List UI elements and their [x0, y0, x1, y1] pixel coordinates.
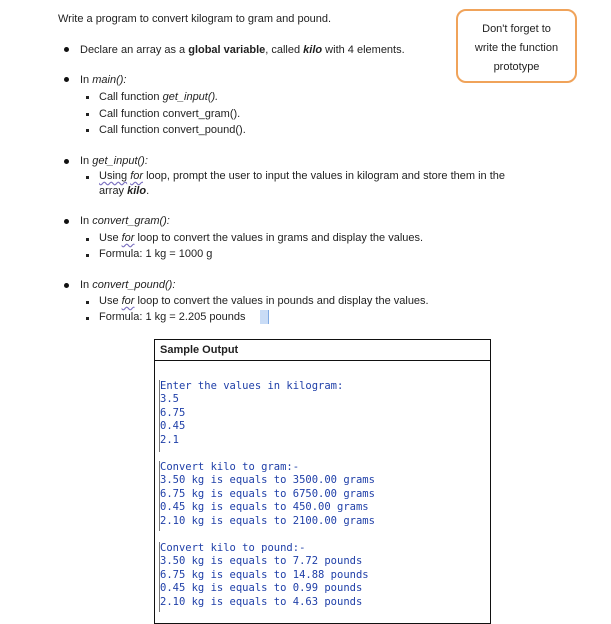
output-line: Convert kilo to pound:- — [160, 542, 306, 554]
declare-instruction: Declare an array as a global variable, called kilo with 4 elements. — [80, 44, 405, 56]
convert-pound-item-2: Formula: 1 kg = 2.205 pounds — [99, 311, 246, 323]
get-input-heading: In get_input(): — [80, 155, 148, 167]
prototype-reminder-callout — [456, 9, 577, 83]
get-input-line-1: Using for loop, prompt the user to input the values in kilogram and store them in the — [99, 170, 506, 182]
sub-bullet-icon — [86, 129, 89, 132]
output-line: 6.75 kg is equals to 14.88 pounds — [160, 569, 369, 581]
bullet-icon — [64, 219, 69, 224]
output-line: 3.50 kg is equals to 7.72 pounds — [160, 555, 363, 567]
callout-line-1: Don't forget to — [482, 23, 551, 35]
convert-gram-item-1: Use for loop to convert the values in grams and display the values. — [99, 232, 424, 244]
output-line: Enter the values in kilogram: — [160, 380, 344, 392]
callout-line-2: write the function — [474, 42, 559, 54]
output-line: Convert kilo to gram:- — [160, 461, 300, 473]
output-line: 6.75 kg is equals to 6750.00 grams — [160, 488, 375, 500]
output-line: 0.45 kg is equals to 0.99 pounds — [160, 582, 363, 594]
main-heading: In main(): — [80, 74, 127, 86]
output-line: 2.10 kg is equals to 4.63 pounds — [160, 596, 363, 608]
main-item-3: Call function convert_pound(). — [99, 124, 246, 136]
get-input-line-2: array kilo. — [99, 185, 150, 197]
bullet-icon — [64, 77, 69, 82]
sub-bullet-icon — [86, 301, 89, 304]
output-line: 0.45 kg is equals to 450.00 grams — [160, 501, 369, 513]
main-item-1: Call function get_input(). — [99, 91, 219, 103]
sub-bullet-icon — [86, 254, 89, 257]
sub-bullet-icon — [86, 113, 89, 116]
output-line: 2.10 kg is equals to 2100.00 grams — [160, 515, 375, 527]
sub-bullet-icon — [86, 317, 89, 320]
convert-pound-heading: In convert_pound(): — [80, 279, 176, 291]
text-cursor-selection — [260, 310, 269, 324]
callout-line-3: prototype — [493, 61, 540, 73]
main-item-2: Call function convert_gram(). — [99, 108, 241, 120]
output-line: 3.50 kg is equals to 3500.00 grams — [160, 474, 375, 486]
output-line: 6.75 — [160, 407, 186, 419]
output-line: 3.5 — [160, 393, 179, 405]
page-title: Write a program to convert kilogram to gram and pound. — [58, 13, 332, 25]
sample-output-header: Sample Output — [155, 340, 490, 361]
convert-gram-heading: In convert_gram(): — [80, 215, 170, 227]
output-line: 0.45 — [160, 420, 186, 432]
sub-bullet-icon — [86, 238, 89, 241]
bullet-icon — [64, 159, 69, 164]
convert-gram-item-2: Formula: 1 kg = 1000 g — [99, 248, 213, 260]
bullet-icon — [64, 47, 69, 52]
sub-bullet-icon — [86, 96, 89, 99]
sub-bullet-icon — [86, 176, 89, 179]
output-line: 2.1 — [160, 434, 179, 446]
bullet-icon — [64, 283, 69, 288]
convert-pound-item-1: Use for loop to convert the values in pounds and display the values. — [99, 295, 429, 307]
